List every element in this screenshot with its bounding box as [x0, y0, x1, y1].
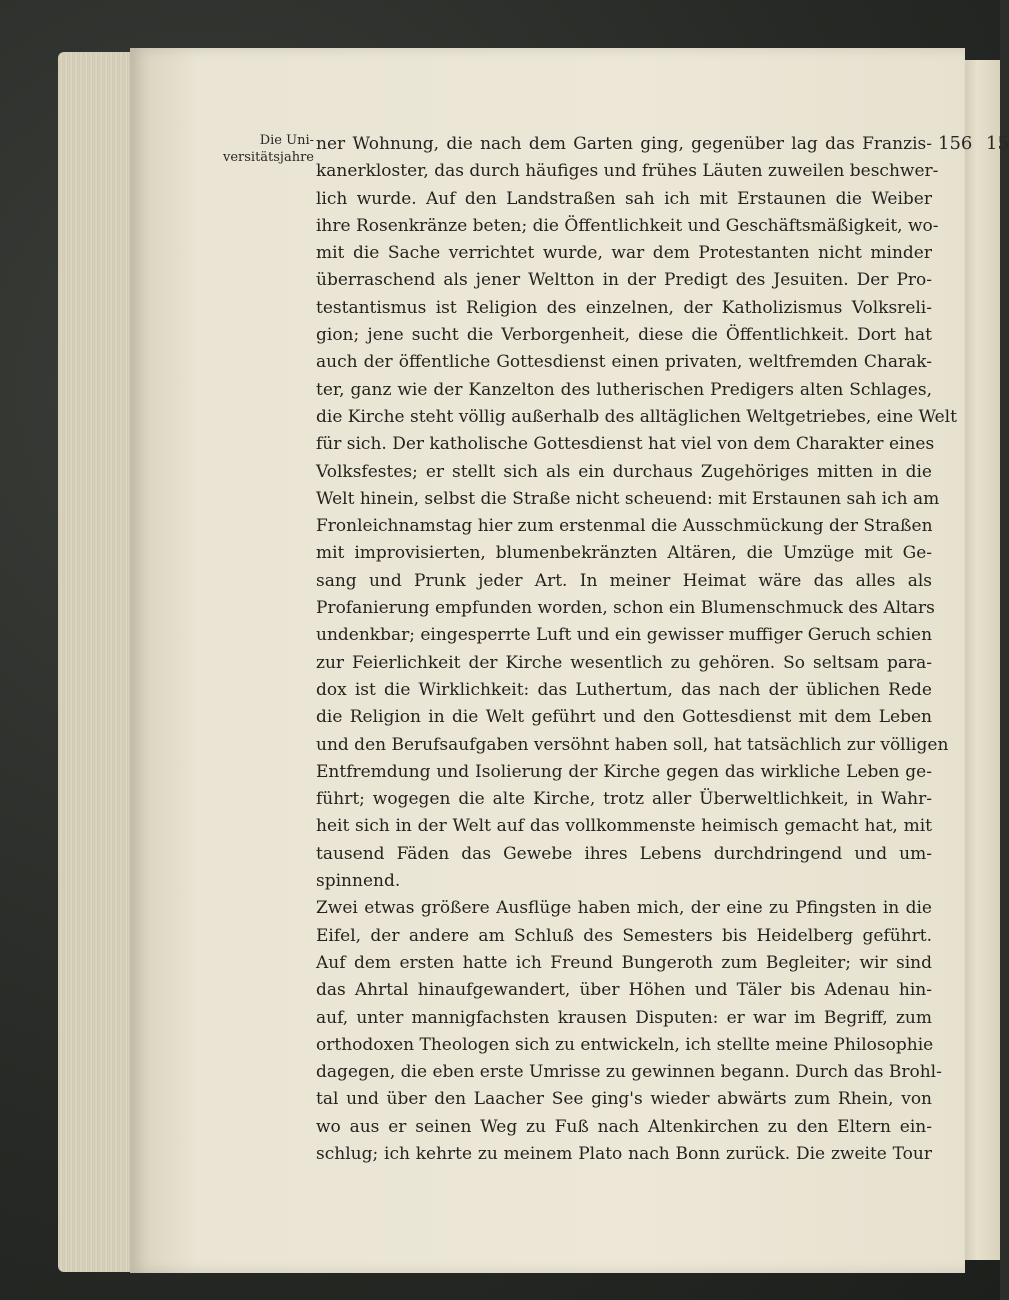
book-page-edges-left	[58, 52, 138, 1272]
text-line: kanerkloster, das durch häufiges und frühes Läuten zuweilen beschwer-	[316, 161, 939, 182]
text-line: führt; wogegen die alte Kirche, trotz aller Überweltlichkeit, in Wahr-	[316, 789, 932, 810]
text-line: zur Feierlichkeit der Kirche wesentlich zu gehören. So seltsam para-	[316, 652, 932, 673]
text-line: Zwei etwas größere Ausflüge haben mich, der eine zu Pfingsten in die	[316, 898, 932, 919]
text-line: und den Berufsaufgaben versöhnt haben soll, hat tatsächlich zur völligen	[316, 734, 949, 755]
text-line: schlug; ich kehrte zu meinem Plato nach Bonn zurück. Die zweite Tour	[316, 1143, 932, 1164]
text-line: tal und über den Laacher See ging's wieder abwärts zum Rhein, von	[316, 1089, 932, 1110]
text-line: wo aus er seinen Weg zu Fuß nach Altenkirchen zu den Eltern ein-	[316, 1116, 932, 1137]
book-page-edges-right	[962, 60, 1000, 1260]
text-line: undenkbar; eingesperrte Luft und ein gewisser muffiger Geruch schien	[316, 625, 933, 646]
text-line: das Ahrtal hinaufgewandert, über Höhen und Täler bis Adenau hin-	[316, 980, 932, 1001]
text-line: Auf dem ersten hatte ich Freund Bungeroth zum Begleiter; wir sind	[316, 952, 932, 973]
text-line: auf, unter mannigfachsten krausen Disputen: er war im Begriff, zum	[316, 1007, 932, 1028]
text-line: lich wurde. Auf den Landstraßen sah ich mit Erstaunen die Weiber	[316, 188, 932, 209]
text-line: ihre Rosenkränze beten; die Öffentlichkeit und Geschäftsmäßigkeit, wo-	[316, 215, 939, 236]
margin-note-line-2: versitätsjahre	[222, 150, 314, 165]
text-line: Fronleichnamstag hier zum erstenmal die Ausschmückung der Straßen	[316, 516, 933, 537]
text-line: die Kirche steht völlig außerhalb des alltäglichen Weltgetriebes, eine Welt	[316, 406, 957, 427]
text-line: ter, ganz wie der Kanzelton des lutherischen Predigers alten Schlages,	[316, 379, 932, 400]
text-line: mit die Sache verrichtet wurde, war dem Protestanten nicht minder	[316, 243, 932, 264]
text-line: dagegen, die eben erste Umrisse zu gewinnen begann. Durch das Brohl-	[316, 1062, 942, 1083]
text-line: Welt hinein, selbst die Straße nicht scheuend: mit Erstaunen sah ich am	[316, 488, 940, 509]
text-line: überraschend als jener Weltton in der Predigt des Jesuiten. Der Pro-	[316, 270, 932, 291]
text-line: tausend Fäden das Gewebe ihres Lebens durchdringend und um-	[316, 843, 932, 864]
text-line: Entfremdung und Isolierung der Kirche gegen das wirkliche Leben ge-	[316, 761, 932, 782]
page-number: 156	[938, 133, 973, 154]
text-line: sang und Prunk jeder Art. In meiner Heimat wäre das alles als	[316, 570, 932, 591]
text-line: für sich. Der katholische Gottesdienst hat viel von dem Charakter eines	[316, 434, 935, 455]
margin-note-line-1: Die Uni-	[259, 133, 314, 148]
text-line: Eifel, der andere am Schluß des Semesters bis Heidelberg geführt.	[316, 925, 932, 946]
text-line: testantismus ist Religion des einzelnen, der Katholizismus Volksreli-	[316, 297, 932, 318]
paragraph-end-line: spinnend.	[316, 871, 401, 892]
text-line: Volksfestes; er stellt sich als ein durchaus Zugehöriges mitten in die	[316, 461, 932, 482]
text-line: auch der öffentliche Gottesdienst einen privaten, weltfremden Charak-	[316, 352, 932, 373]
text-line: orthodoxen Theologen sich zu entwickeln, ich stellte meine Philosophie	[316, 1034, 934, 1055]
text-line: ner Wohnung, die nach dem Garten ging, gegenüber lag das Franzis-	[316, 134, 932, 154]
next-page-number: 15	[986, 133, 1009, 154]
text-line: gion; jene sucht die Verborgenheit, diese die Öffentlichkeit. Dort hat	[316, 325, 932, 346]
text-line: dox ist die Wirklichkeit: das Luthertum, das nach der üblichen Rede	[316, 679, 932, 700]
text-line: mit improvisierten, blumenbekränzten Altären, die Umzüge mit Ge-	[316, 543, 932, 564]
margin-note	[196, 132, 314, 166]
text-line: heit sich in der Welt auf das vollkommenste heimisch gemacht hat, mit	[316, 816, 932, 837]
text-line: Profanierung empfunden worden, schon ein Blumenschmuck des Altars	[316, 598, 935, 619]
text-line: die Religion in die Welt geführt und den Gottesdienst mit dem Leben	[316, 707, 932, 728]
